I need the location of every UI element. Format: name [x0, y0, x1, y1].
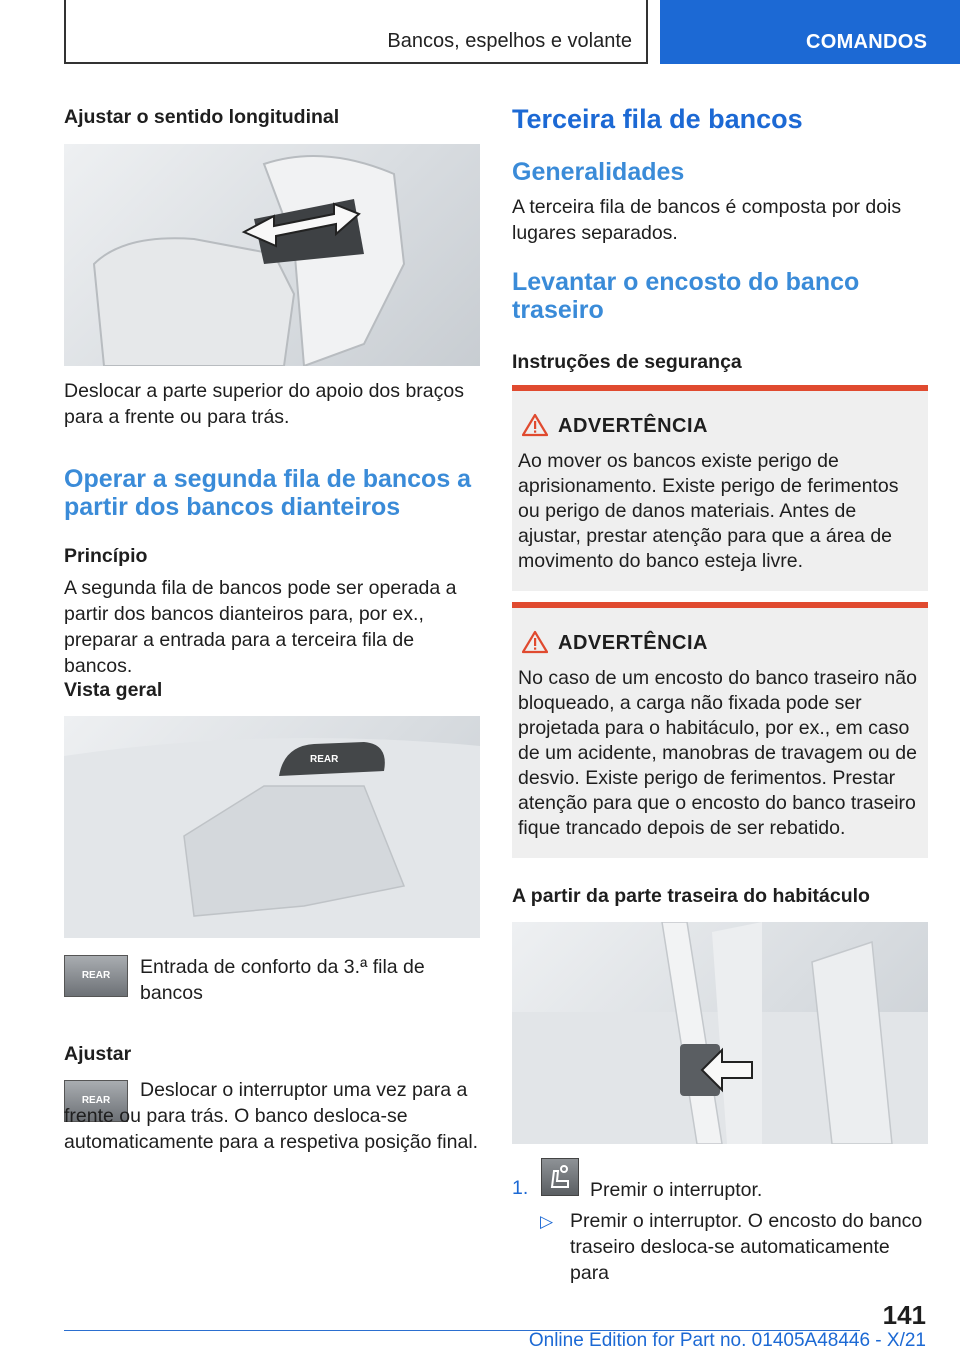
armrest-illustration [64, 144, 480, 366]
heading-operate-second-row: Operar a segunda fila de bancos a partir dos bancos dianteiros [64, 465, 472, 521]
heading-principle: Princípio [64, 545, 148, 567]
rear-cabin-illustration [512, 922, 928, 1144]
warning-1-title: ADVERTÊNCIA [558, 415, 708, 437]
footer-edition: Online Edition for Part no. 01405A48446 - X/21 [528, 1330, 926, 1351]
header-section-title: Bancos, espelhos e volante [387, 30, 632, 52]
header-section-box [64, 0, 648, 64]
header-chapter-tab [660, 0, 960, 64]
warning-triangle-icon [522, 413, 548, 437]
heading-raise-backrest: Levantar o encosto do banco traseiro [512, 268, 860, 324]
step-1-sub-marker: ▷ [540, 1212, 554, 1231]
warning-box-2 [512, 602, 928, 858]
rear-switch-icon-label: REAR [81, 1095, 111, 1106]
page-number: 141 [882, 1300, 926, 1330]
rear-comfort-button-icon-label: REAR [81, 970, 111, 981]
heading-rear-cabin: A partir da parte traseira do habitáculo [512, 885, 870, 907]
heading-ajustar: Ajustar [64, 1043, 132, 1065]
heading-safety: Instruções de segurança [512, 351, 742, 373]
paragraph-principle: A segunda fila de bancos pode ser operada a partir dos bancos dianteiros para, por ex., preparar a entrada para a terceira fila de bancos. [64, 577, 457, 677]
heading-third-row: Terceira fila de bancos [512, 104, 803, 134]
warning-triangle-icon [522, 630, 548, 654]
warning-box-1 [512, 385, 928, 591]
rear-comfort-button-icon [64, 955, 128, 997]
rear-button-label: REAR [310, 754, 339, 765]
heading-general: Generalidades [512, 158, 685, 186]
paragraph-general: A terceira fila de bancos é composta por dois lugares separados. [512, 196, 902, 244]
header-chapter-title: COMANDOS [806, 31, 928, 53]
warning-1-text: Ao mover os bancos existe perigo de aprisionamento. Existe perigo de ferimentos ou perigo de danos materiais. Antes de ajustar, prestar atenção para que a área de movimento do banco esteja livre. [518, 450, 899, 572]
paragraph-adjust: Deslocar a parte superior do apoio dos braços para a frente ou para trás. [64, 380, 464, 428]
rear-button-panel-illustration [64, 716, 480, 938]
overview-item-text: Entrada de conforto da 3.ª fila de bancos [140, 956, 425, 1004]
warning-2-text: No caso de um encosto do banco traseiro não bloqueado, a carga não fixada pode ser projetada para o habitáculo, por ex., em caso de um acidente, manobras de travagem ou de desvio. Existe perigo de ferimentos. Prestar atenção para que o encosto do banco traseiro fique trancado depois de ser rebatido. [518, 667, 917, 839]
ajustar-text: Deslocar o interruptor uma vez para a frente ou para trás. O banco desloca-se automaticamente para a respetiva posição final. [64, 1079, 479, 1153]
warning-2-title: ADVERTÊNCIA [558, 632, 708, 654]
seat-button-icon [541, 1158, 579, 1196]
heading-adjust-longitudinal: Ajustar o sentido longitudinal [64, 106, 340, 128]
step-1-sub-text: Premir o interruptor. O encosto do banco traseiro desloca-se automaticamente para [570, 1210, 923, 1284]
step-1-text: Premir o interruptor. [590, 1179, 763, 1201]
step-1-number: 1. [512, 1177, 529, 1199]
heading-overview: Vista geral [64, 679, 163, 701]
